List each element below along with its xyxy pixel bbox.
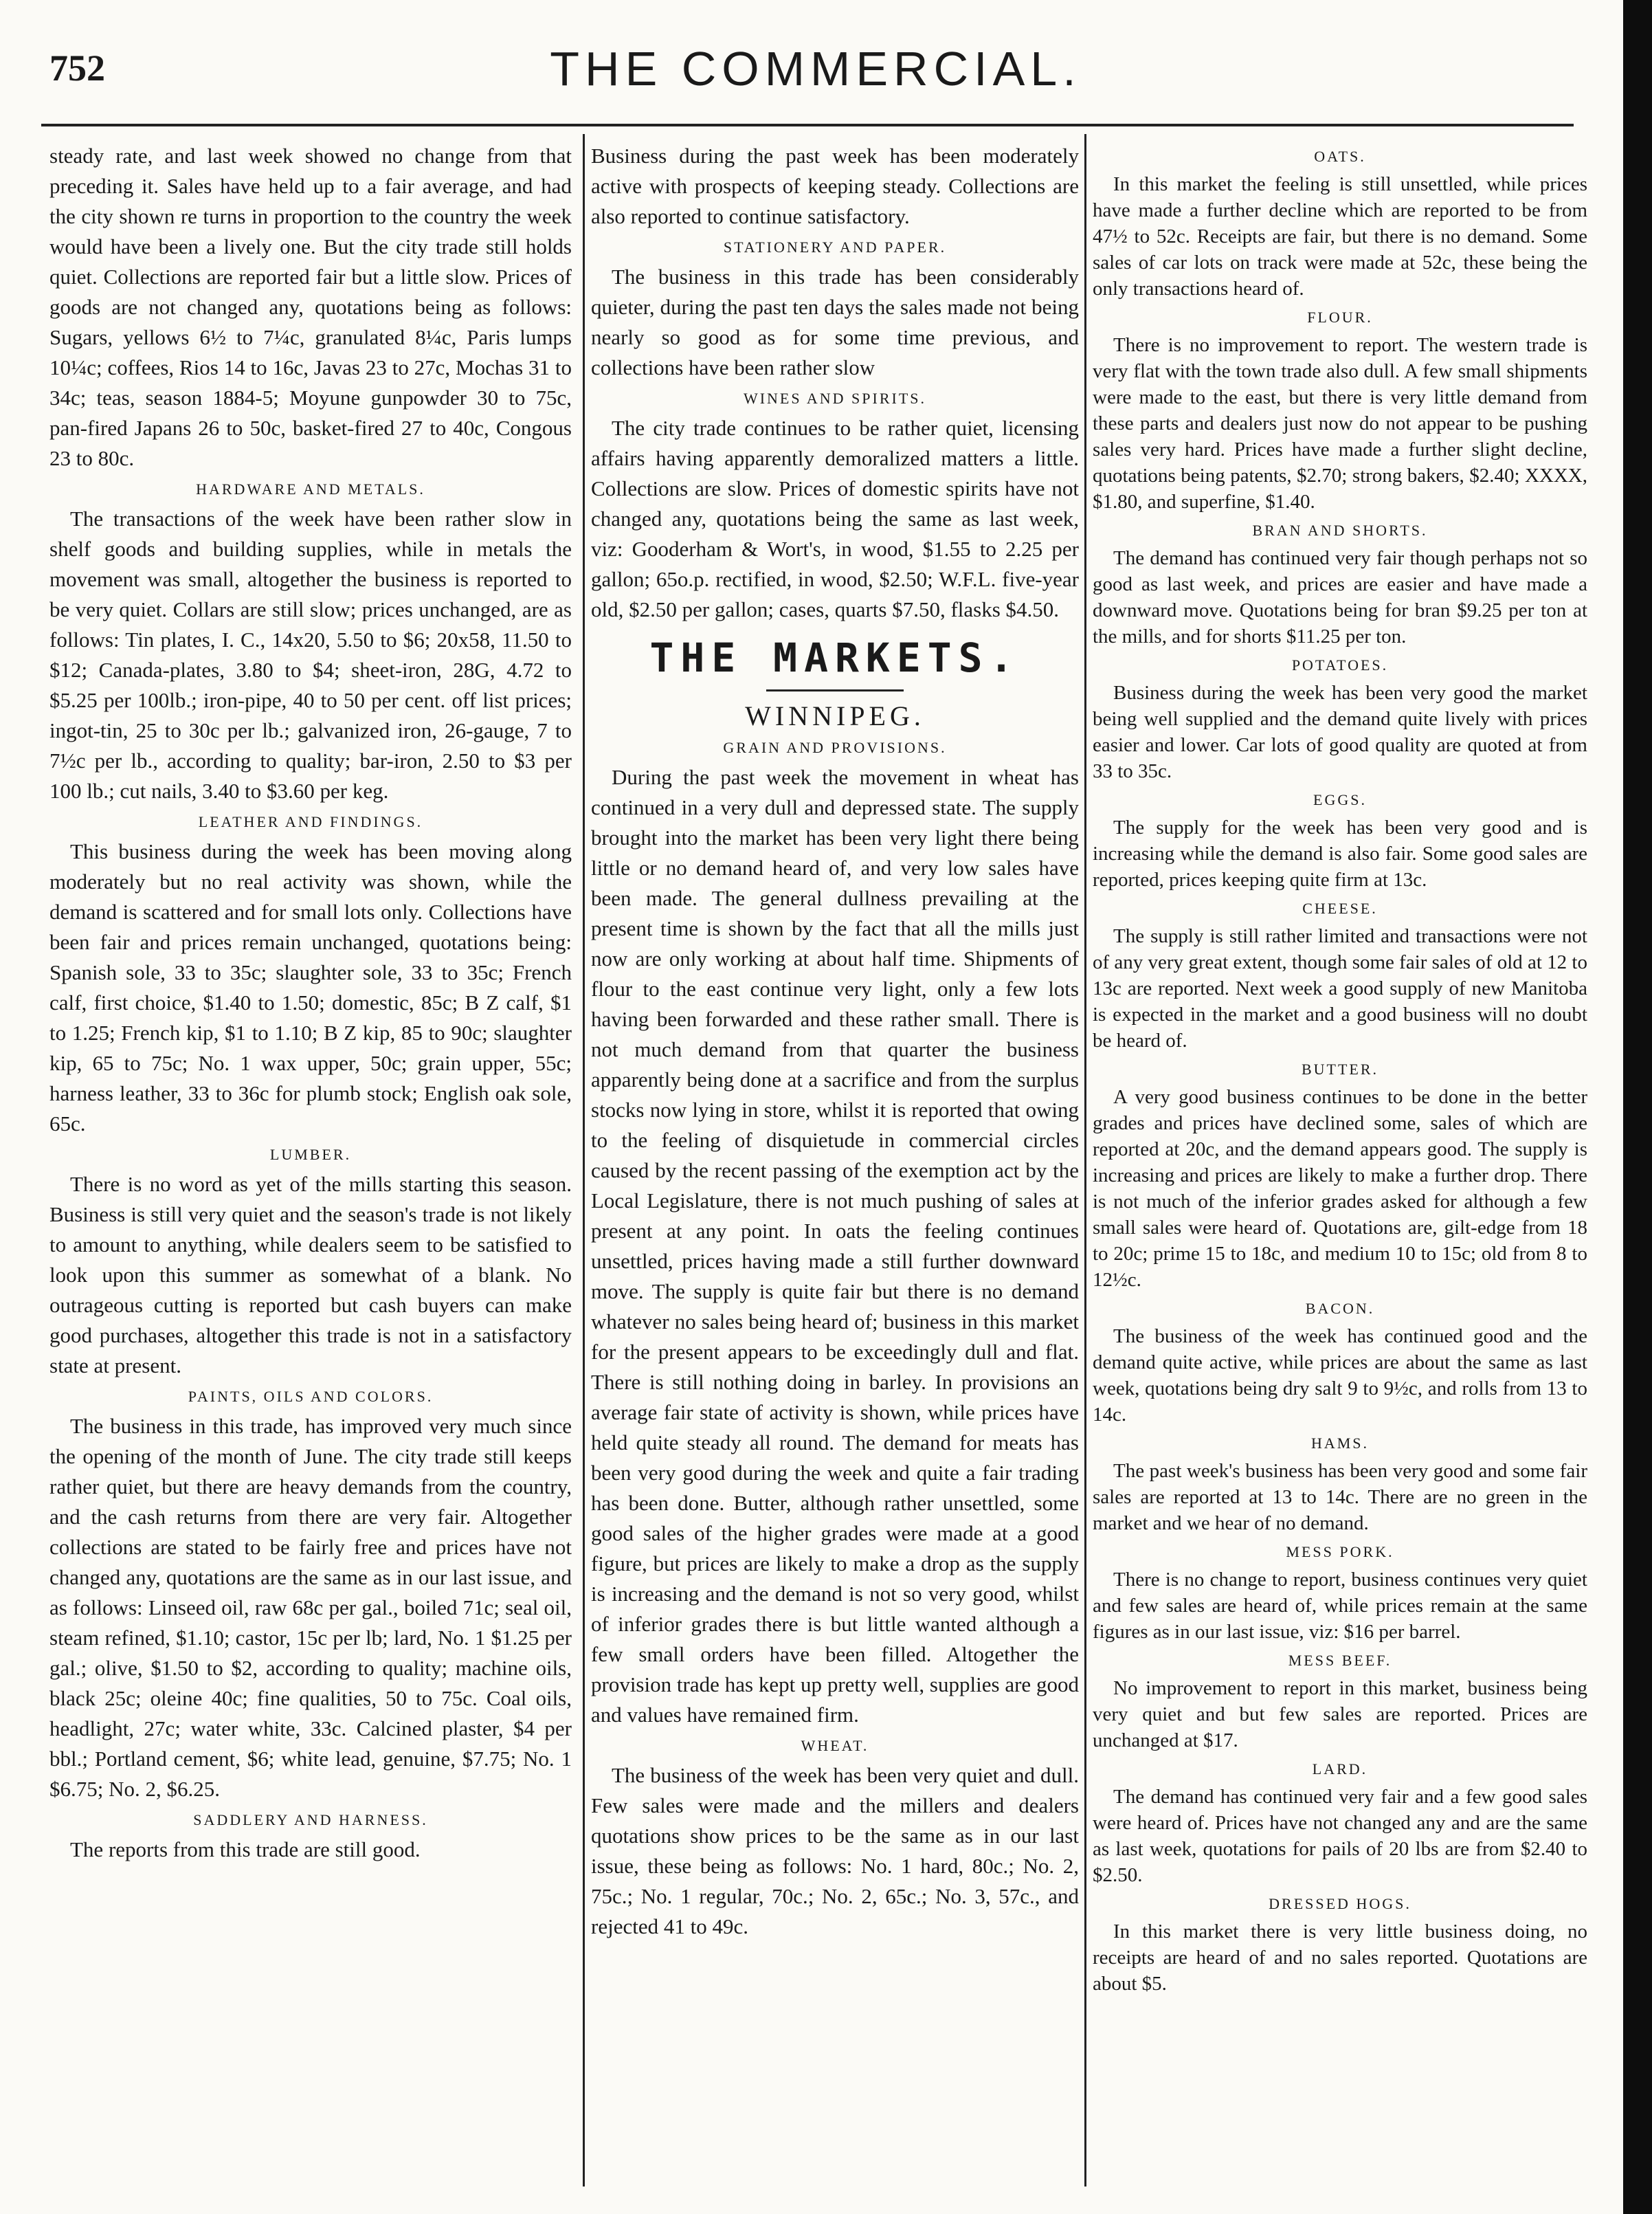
paragraph-mess-beef: No improvement to report in this market, business being very quiet and but few sales are reported. Prices are unchanged at $17. (1093, 1677, 1587, 1751)
section-heading-paints: PAINTS, OILS AND COLORS. (188, 1388, 434, 1405)
section-heading-oats: OATS. (1314, 148, 1366, 165)
section-heading-saddlery: SADDLERY AND HARNESS. (193, 1811, 428, 1828)
section-heading-flour: FLOUR. (1307, 309, 1373, 326)
section-heading-butter: BUTTER. (1301, 1061, 1379, 1078)
paragraph-wines: The city trade continues to be rather quiet, licensing affairs having apparently demoralized matters a little. Collections are slow. Prices of domestic spirits have not changed any, quotations being the same as last week, viz: Gooderham & Wort's, in wood, $1.55 to 2.25 per gallon; 65o.p. rectified, in wood, $2.50; W.F.L. five-year old, $2.50 per gallon; cases, quarts $7.50, flasks $4.50. (591, 416, 1079, 621)
paragraph-stationery: The business in this trade has been considerably quieter, during the past ten days the sales made not being nearly so good as for some time previous, and collections have been rather slow (591, 265, 1079, 379)
section-heading-wheat: WHEAT. (801, 1737, 869, 1754)
header-rule (41, 124, 1574, 126)
column-divider (583, 134, 585, 2187)
paragraph-lumber: There is no word as yet of the mills starting this season. Business is still very quiet and the season's trade is not likely to amount to anything, while dealers seem to be satisfied to look upon this summer as somewhat of a blank. No outrageous cutting is reported but cash buyers can make good purchases, altogether this trade is not in a satisfactory state at present. (49, 1172, 572, 1377)
section-heading-wines: WINES AND SPIRITS. (743, 390, 927, 407)
paragraph-wheat: The business of the week has been very quiet and dull. Few sales were made and the millers and dealers quotations show prices to be the same as in our last issue, these being as follows: No. 1 hard, 80c.; No. 2, 75c.; No. 1 regular, 70c.; No. 2, 65c.; No. 3, 57c., and rejected 41 to 49c. (591, 1763, 1079, 1938)
section-heading-eggs: EGGS. (1313, 791, 1367, 808)
markets-title: THE MARKETS. (649, 634, 1020, 681)
section-heading-potatoes: POTATOES. (1291, 656, 1389, 674)
paragraph-grain: During the past week the movement in wheat has continued in a very dull and depressed state. The supply brought into the market has been very light there being little or no demand heard of, and very low sales have been made. The general dullness prevailing at the present time is shown by the fact that all the mills just now are only working at about half time. Shipments of flour to the east continue very light, only a few lots having been forwarded and these rather small. There is not much demand from that quarter the business apparently being done at a sacrifice and from the surplus stocks now lying in store, whilst it is reported that owing to the feeling of disquietude in commercial circles caused by the recent passing of the exemption act by the Local Legislature, there is not much pushing of sales at present at any point. In oats the feeling continues unsettled, prices having made a still further downward move. The supply is quite fair but there is no demand whatever no sales being heard of; business in this market for the present appears to be exceedingly dull and flat. There is still nothing doing in barley. In provisions an average fair state of activity is shown, while prices have held quite steady all round. The demand for meats has been very good during the week and quite a fair trading has been done. Butter, although rather unsettled, some good sales of the higher grades were made at a good figure, but prices are likely to make a drop as the supply is increasing and the demand is not so very good, whilst of inferior grades there is but little wanted although a few small orders have been filled. Altogether the provision trade has kept up pretty well, supplies are good and values have remained firm. (591, 765, 1079, 1727)
paragraph-eggs: The supply for the week has been very good and is increasing while the demand is also fair. Some good sales are reported, prices keeping quite firm at 13c. (1093, 817, 1587, 891)
paragraph-leather: This business during the week has been moving along moderately but no real activity was shown, while the demand is scattered and for small lots only. Collections have been fair and prices remain unchanged, quotations being: Spanish sole, 33 to 35c; slaughter sole, 33 to 35c; French calf, first choice, $1.40 to 1.50; domestic, 85c; B Z calf, $1 to 1.25; French kip, $1 to 1.10; B Z kip, 85 to 90c; slaughter kip, 65 to 75c; No. 1 wax upper, 50c; grain upper, 55c; harness leather, 33 to 36c for plumb stock; English oak sole, 65c. (49, 839, 572, 1136)
paragraph-mess-pork: There is no change to report, business continues very quiet and few sales are heard of, while prices remain at the same figures as in our last issue, viz: $16 per barrel. (1093, 1569, 1587, 1643)
section-heading-hams: HAMS. (1310, 1435, 1370, 1452)
section-heading-mess-pork: MESS PORK. (1286, 1543, 1394, 1560)
column-2 (591, 141, 1079, 2173)
paragraph-hardware: The transactions of the week have been rather slow in shelf goods and building supplies, while in metals the movement was small, altogether the business is reported to be very quiet. Collars are still slow; prices unchanged, are as follows: Tin plates, I. C., 14x20, 5.50 to $6; 20x58, 11.50 to $12; Canada-plates, 3.80 to $4; sheet-iron, 28G, 4.72 to $5.25 per 100lb.; iron-pipe, 40 to 50 per cent. off list prices; ingot-tin, 25 to 30c per lb.; galvanized iron, 26-gauge, 7 to 7½c per lb., according to quality; bar-iron, 2.50 to $3 per 100 lb.; cut nails, 3.40 to $3.60 per keg. (49, 507, 572, 803)
paragraph-paints: The business in this trade, has improved very much since the opening of the month of June. The city trade still keeps rather quiet, but there are heavy demands from the country, and the cash returns from there are very fair. Altogether collections are stated to be fairly free and prices have not changed any, quotations are the same as in our last issue, and as follows: Linseed oil, raw 68c per gal., boiled 71c; seal oil, steam refined, $1.10; castor, 15c per lb; lard, No. 1 $1.25 per gal.; olive, $1.50 to $2, according to quality; machine oils, black 25c; oleine 40c; fine qualities, 50 to 75c. Coal oils, headlight, 27c; water white, 33c. Calcined plaster, $4 per bbl.; Portland cement, $6; white lead, genuine, $7.75; No. 1 $6.75; No. 2, $6.25. (49, 1414, 572, 1801)
section-heading-mess-beef: MESS BEEF. (1288, 1652, 1392, 1669)
section-heading-leather: LEATHER AND FINDINGS. (198, 813, 423, 830)
paragraph-bacon: The business of the week has continued good and the demand quite active, while prices are about the same as last week, quotations being dry salt 9 to 9½c, and rolls from 13 to 14c. (1093, 1325, 1587, 1426)
section-heading-cheese: CHEESE. (1302, 900, 1378, 917)
section-heading-dressed-hogs: DRESSED HOGS. (1269, 1895, 1411, 1912)
paragraph-cheese: The supply is still rather limited and transactions were not of any very great extent, though some fair sales of old at 12 to 13c are reported. Next week a good supply of new Manitoba is expected in the market and a good business will no doubt be heard of. (1093, 925, 1587, 1052)
paragraph-hams: The past week's business has been very good and some fair sales are reported at 13 to 14c. There are no green in the market and we hear of no demand. (1093, 1460, 1587, 1534)
section-heading-grain: GRAIN AND PROVISIONS. (723, 739, 947, 756)
paragraph-groceries: steady rate, and last week showed no change from that preceding it. Sales have held up to a fair average, and had the city shown re turns in proportion to the country the week would have been a lively one. But the city trade still holds quiet. Collections are reported fair but a little slow. Prices of goods are not changed any, quotations being as follows: Sugars, yellows 6½ to 7¼c, granulated 8¼c, Paris lumps 10¼c; coffees, Rios 14 to 16c, Javas 23 to 27c, Mochas 31 to 34c; teas, season 1884-5; Moyune gunpowder 30 to 75c, pan-fired Japans 26 to 50c, basket-fired 27 to 40c, Congous 23 to 80c. (49, 144, 572, 470)
paragraph-bran: The demand has continued very fair though perhaps not so good as last week, and prices are easier and have made a downward move. Quotations being for bran $9.25 per ton at the mills, and for shorts $11.25 per ton. (1093, 547, 1587, 647)
paragraph-lard: The demand has continued very fair and a few good sales were heard of. Prices have not changed any and are the same as last week, quotations for pails of 20 lbs are from $2.40 to $2.50. (1093, 1786, 1587, 1886)
paragraph-continued: Business during the past week has been moderately active with prospects of keeping steady. Collections are also reported to continue satisfactory. (591, 144, 1079, 228)
section-heading-hardware: HARDWARE AND METALS. (196, 480, 425, 498)
city-heading: WINNIPEG. (745, 700, 925, 731)
paragraph-saddlery: The reports from this trade are still good. (70, 1837, 421, 1861)
section-heading-bacon: BACON. (1305, 1300, 1375, 1317)
publication-title: THE COMMERCIAL. (550, 42, 1082, 96)
page-header (49, 41, 1582, 131)
paragraph-dressed-hogs: In this market there is very little business doing, no receipts are heard of and no sales reported. Quotations are about $5. (1093, 1920, 1587, 1995)
column-divider (1084, 134, 1086, 2187)
section-heading-lumber: LUMBER. (269, 1146, 352, 1163)
column-1 (49, 141, 572, 2173)
paragraph-potatoes: Business during the week has been very good the market being well supplied and the demand quite lively with prices easier and lower. Car lots of good quality are quoted at from 33 to 35c. (1093, 682, 1587, 782)
section-heading-stationery: STATIONERY AND PAPER. (723, 239, 947, 256)
paragraph-flour: There is no improvement to report. The western trade is very flat with the town trade also dull. A few small shipments were made to the east, but there is very little demand from these parts and dealers just now do not appear to be pushing sales very hard. Prices have made a further slight decline, quotations being patents, $2.70; strong bakers, $2.40; XXXX, $1.80, and superfine, $1.40. (1093, 334, 1587, 513)
column-3 (1093, 141, 1587, 2173)
markets-rule (766, 689, 904, 691)
page-number: 752 (49, 47, 105, 89)
paragraph-butter: A very good business continues to be done in the better grades and prices have declined some, sales of which are reported at 20c, and the demand appears good. The supply is increasing and prices are likely to make a further drop. There is not much of the inferior grades asked for although a few small sales were heard of. Quotations are, gilt-edge from 18 to 20c; prime 15 to 18c, and medium 10 to 15c; old from 8 to 12½c. (1093, 1086, 1587, 1291)
scan-edge-bar (1623, 0, 1652, 2214)
section-heading-bran: BRAN AND SHORTS. (1252, 522, 1428, 539)
paragraph-oats: In this market the feeling is still unsettled, while prices have made a further decline which are reported to be from 47½ to 52c. Receipts are fair, but there is no demand. Some sales of car lots on track were made at 52c, these being the only transactions heard of. (1093, 173, 1587, 300)
section-heading-lard: LARD. (1312, 1760, 1368, 1778)
